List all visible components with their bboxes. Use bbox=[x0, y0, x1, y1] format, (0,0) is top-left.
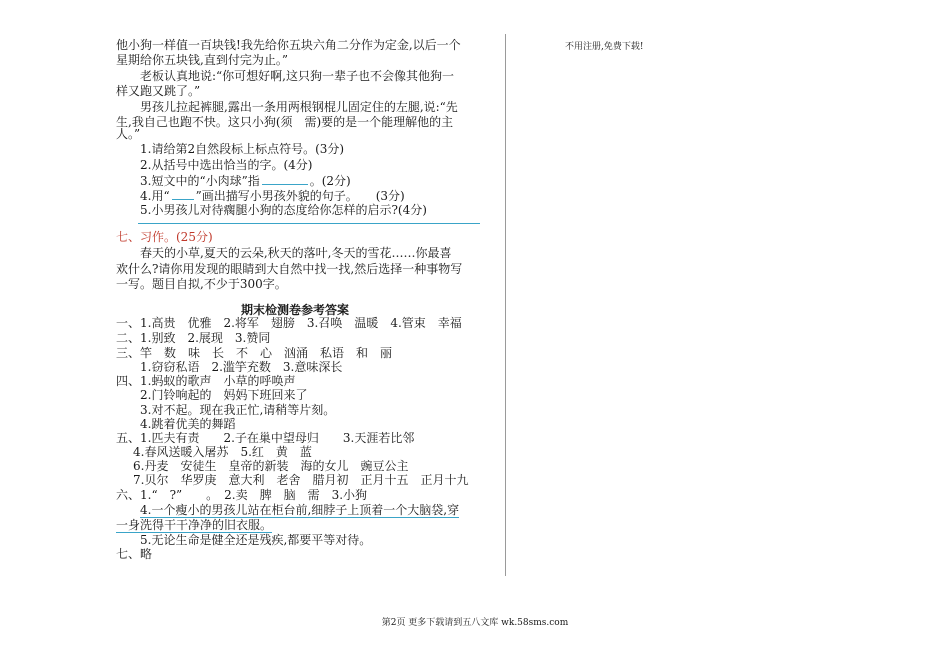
section-7-line-3: 一写。题目自拟,不少于300字。 bbox=[116, 277, 287, 291]
question-5: 5.小男孩儿对待瘸腿小狗的态度给你怎样的启示?(4分) bbox=[140, 203, 427, 217]
section-7-title: 七、习作。(25分) bbox=[116, 230, 213, 244]
question-3 bbox=[140, 173, 351, 188]
answer-1: 一、1.高贵 优雅 2.将军 翅膀 3.召唤 温暖 4.管束 幸福 bbox=[116, 316, 462, 330]
passage-line-3: 老板认真地说:“你可想好啊,这只狗一辈子也不会像其他狗一 bbox=[140, 69, 454, 83]
question-4-text-a: 4.用“ bbox=[140, 189, 170, 203]
section-7-line-1: 春天的小草,夏天的云朵,秋天的落叶,冬天的雪花……你最喜 bbox=[140, 246, 452, 260]
page-footer: 第2页 更多下载请到五八文库 wk.58sms.com bbox=[381, 618, 569, 628]
question-4-text-b: ”画出描写小男孩外貌的句子。 (3分) bbox=[195, 189, 405, 203]
answer-6: 2.门铃响起的 妈妈下班回来了 bbox=[140, 388, 308, 402]
passage-line-6: 生,我自己也跑不快。这只小狗(须 需)要的是一个能理解他的主 bbox=[116, 115, 454, 129]
answer-10: 4.春风送暖入屠苏 5.红 黄 蓝 bbox=[133, 445, 312, 459]
question-1: 1.请给第2自然段标上标点符号。(3分) bbox=[140, 142, 345, 156]
answer-15: 一身洗得干干净净的旧衣服。 bbox=[116, 518, 273, 532]
section-7-line-2: 欢什么?请你用发现的眼睛到大自然中找一找,然后选择一种事物写 bbox=[116, 262, 463, 276]
question-3-text-b: 。(2分) bbox=[309, 174, 351, 188]
question-2: 2.从括号中选出恰当的字。(4分) bbox=[140, 158, 313, 172]
answer-11: 6.丹麦 安徒生 皇帝的新装 海的女儿 豌豆公主 bbox=[133, 459, 409, 473]
answer-17: 七、略 bbox=[116, 547, 153, 561]
answer-9: 五、1.匹夫有责 2.子在巢中望母归 3.天涯若比邻 bbox=[116, 431, 415, 445]
passage-line-1: 他小狗一样值一百块钱!我先给你五块六角二分作为定金,以后一个 bbox=[116, 38, 461, 52]
passage-line-2: 星期给你五块钱,直到付完为止。” bbox=[116, 53, 288, 67]
answer-4: 1.窃窃私语 2.滥竽充数 3.意味深长 bbox=[140, 360, 343, 374]
answer-3: 三、竿 数 味 长 不 心 汹涌 私语 和 丽 bbox=[116, 346, 393, 360]
question-4 bbox=[140, 188, 405, 203]
answer-14: 4.一个瘦小的男孩儿站在柜台前,细脖子上顶着一个大脑袋,穿 bbox=[140, 503, 460, 517]
answer-7: 3.对不起。现在我正忙,请稍等片刻。 bbox=[140, 403, 336, 417]
answer-line bbox=[138, 223, 480, 224]
passage-line-4: 样又跑又跳了。” bbox=[116, 84, 201, 98]
answer-16: 5.无论生命是健全还是残疾,都要平等对待。 bbox=[140, 533, 372, 547]
answer-12: 7.贝尔 华罗庚 意大利 老舍 腊月初 正月十五 正月十九 bbox=[133, 473, 469, 487]
answer-13: 六、1.“ ?” 。 2.卖 脾 脑 需 3.小狗 bbox=[116, 488, 368, 502]
passage-line-5: 男孩儿拉起裤腿,露出一条用两根钢棍儿固定住的左腿,说:“先 bbox=[140, 100, 458, 114]
answers-title: 期末检测卷参考答案 bbox=[241, 303, 350, 317]
question-4-blank bbox=[172, 188, 194, 200]
answer-8: 4.跳着优美的舞蹈 bbox=[140, 417, 236, 431]
question-3-text-a: 3.短文中的“小肉球”指 bbox=[140, 174, 260, 188]
question-3-blank bbox=[262, 173, 308, 185]
column-divider bbox=[505, 34, 506, 576]
free-download-note: 不用注册,免费下载! bbox=[565, 42, 644, 52]
answer-5: 四、1.蚂蚁的歌声 小草的呼唤声 bbox=[116, 374, 296, 388]
answer-2: 二、1.别致 2.展现 3.赞同 bbox=[116, 331, 271, 345]
passage-line-7: 人。” bbox=[116, 127, 141, 141]
